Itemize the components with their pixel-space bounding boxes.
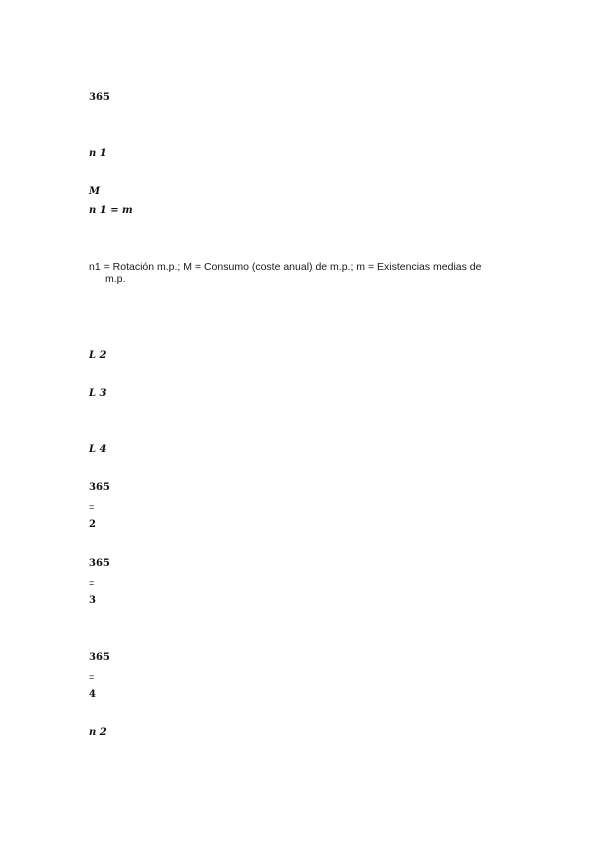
formula-number-365-c: 365 — [89, 652, 110, 663]
formula-equals-c: = — [89, 672, 95, 682]
formula-l2: L 2 — [89, 350, 107, 361]
formula-n1: n 1 — [89, 148, 107, 159]
formula-l3: L 3 — [89, 388, 107, 399]
formula-l4: L 4 — [89, 444, 107, 455]
formula-n1-equals-m: n 1 = m — [89, 205, 133, 216]
formula-equals-a: = — [89, 502, 95, 512]
formula-number-365-a: 365 — [89, 482, 110, 493]
formula-m-consumption: M — [89, 186, 101, 197]
legend-line-2: m.p. — [105, 273, 126, 285]
formula-number-365-b: 365 — [89, 558, 110, 569]
formula-equals-b: = — [89, 578, 95, 588]
variables-legend-note — [89, 261, 529, 285]
formula-n2: n 2 — [89, 727, 107, 738]
formula-number-3: 3 — [89, 595, 96, 606]
formula-number-2: 2 — [89, 519, 96, 530]
formula-number-365: 365 — [89, 92, 110, 103]
legend-line-1: n1 = Rotación m.p.; M = Consumo (coste anual) de m.p.; m = Existencias medias de — [89, 261, 482, 273]
formula-number-4: 4 — [89, 689, 96, 700]
